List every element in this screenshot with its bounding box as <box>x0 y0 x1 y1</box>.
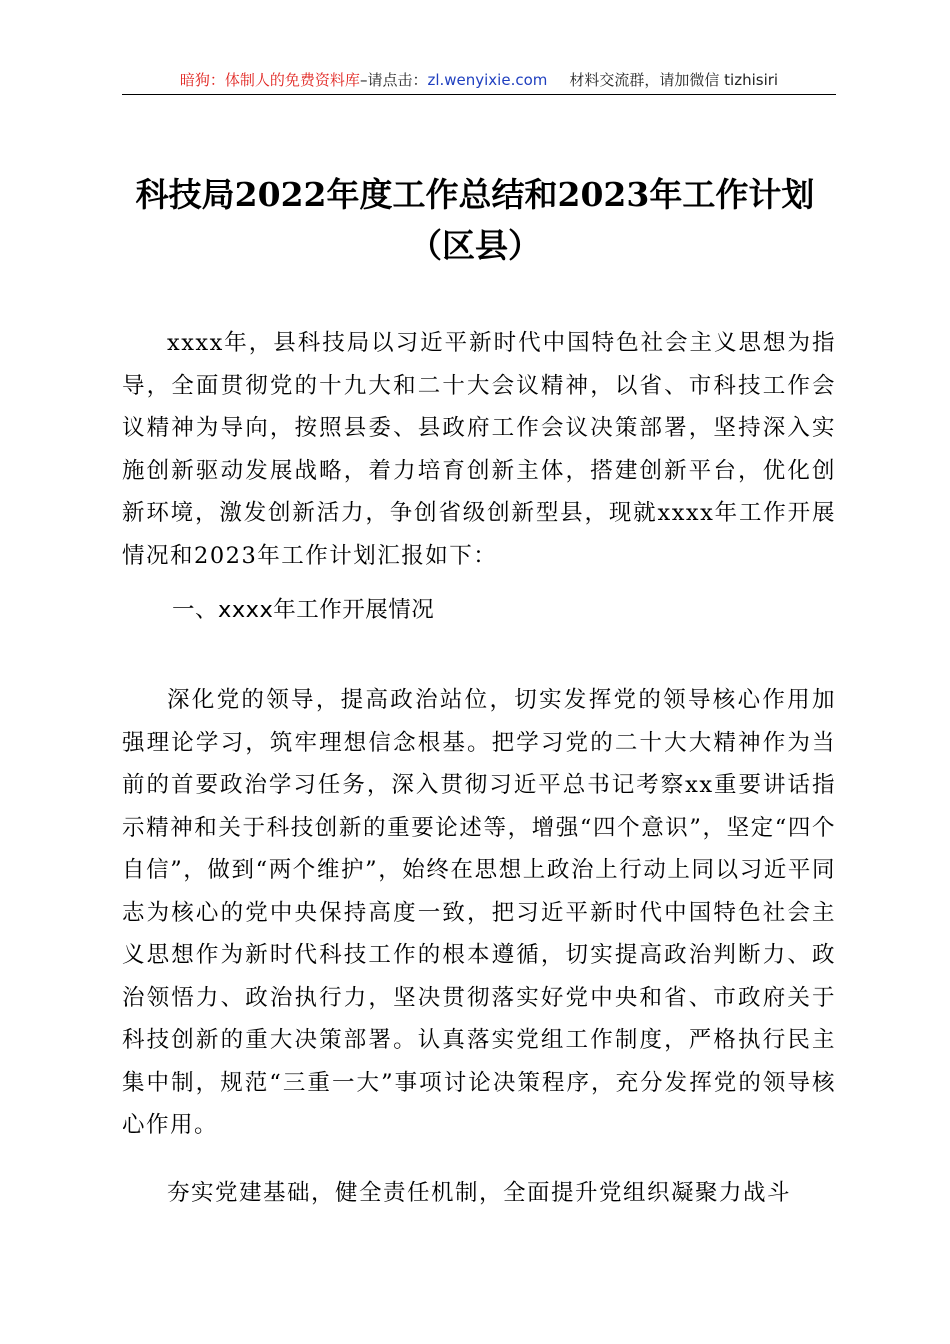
party-building-paragraph: 夯实党建基础，健全责任机制，全面提升党组织凝聚力战斗 <box>167 1180 792 1206</box>
party-leadership-paragraph: 深化党的领导，提高政治站位，切实发挥党的领导核心作用加强理论学习，筑牢理想信念根基。把学习党的二十大大精神作为当前的首要政治学习任务，深入贯彻习近平总书记考察xx重要讲话指示精神和关于科技创新的重要论述等，增强“四个意识”，坚定“四个自信”，做到“两个维护”，始终在思想上政治上行动上同以习近平同志为核心的党中央保持高度一致，把习近平新时代中国特色社会主义思想作为新时代科技工作的根本遵循，切实提高政治判断力、政治领悟力、政治执行力，坚决贯彻落实好党中央和省、市政府关于科技创新的重大决策部署。认真落实党组工作制度，严格执行民主集中制，规范“三重一大”事项讨论决策程序，充分发挥党的领导核心作用。 <box>122 687 836 1138</box>
document-title-line2: （区县） <box>409 226 541 265</box>
header-contact-text: 材料交流群，请加微信 tizhisiri <box>569 71 779 89</box>
header-click-prefix: –请点击： <box>359 71 428 89</box>
header-url-link[interactable]: zl.wenyixie.com <box>427 71 548 89</box>
section1-heading: 一、xxxx年工作开展情况 <box>172 597 435 623</box>
intro-paragraph: xxxx年，县科技局以习近平新时代中国特色社会主义思想为指导，全面贯彻党的十九大和二十大会议精神，以省、市科技工作会议精神为导向，按照县委、县政府工作会议决策部署，坚持深入实施创新驱动发展战略，着力培育创新主体，搭建创新平台，优化创新环境，激发创新活力，争创省级创新型县，现就xxxx年工作开展情况和2023年工作计划汇报如下： <box>122 330 836 569</box>
document-title-line1: 科技局2022年度工作总结和2023年工作计划 <box>135 175 815 214</box>
page-header <box>122 66 836 95</box>
header-source-text: 暗狗：体制人的免费资料库 <box>179 71 360 89</box>
